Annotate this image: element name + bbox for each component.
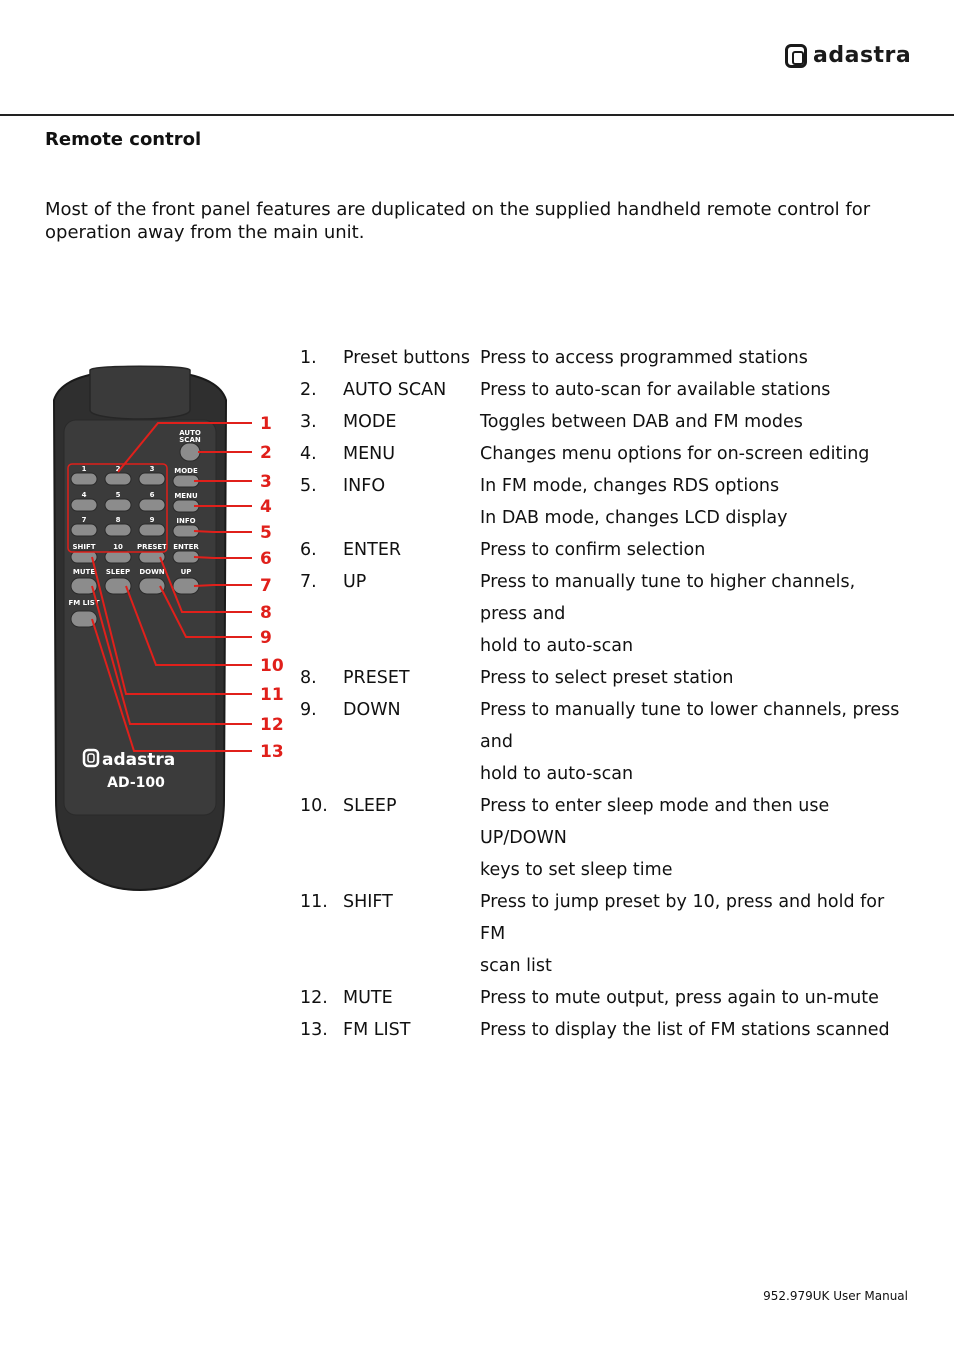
- feature-description: [480, 438, 900, 470]
- remote-digit-label: 3: [149, 465, 155, 473]
- remote-key-info: INFO: [176, 517, 196, 525]
- feature-number: 1.: [300, 348, 317, 368]
- remote-key-mode: MODE: [174, 467, 198, 475]
- feature-row: [300, 886, 900, 982]
- feature-name: MODE: [343, 412, 397, 432]
- feature-name: INFO: [343, 476, 386, 496]
- logo-text: adastra: [813, 43, 912, 68]
- feature-row: [300, 406, 900, 438]
- feature-description-line: keys to set sleep time: [480, 860, 673, 880]
- callout-number: 4: [260, 497, 272, 517]
- feature-description-line: Changes menu options for on-screen editing: [480, 444, 870, 464]
- remote-digit-button: [71, 524, 97, 536]
- feature-row: [300, 1014, 900, 1046]
- feature-description: [480, 470, 900, 534]
- remote-top-cap: [90, 366, 190, 419]
- remote-key-fm-list: FM LIST: [68, 599, 100, 607]
- remote-digit-button: [105, 499, 131, 511]
- feature-description-line: Press to manually tune to lower channels, press and: [480, 700, 900, 752]
- remote-model: AD-100: [107, 775, 165, 791]
- feature-name: UP: [343, 572, 367, 592]
- feature-name: ENTER: [343, 540, 402, 560]
- feature-description: [480, 406, 900, 438]
- feature-description-line: Press to display the list of FM stations scanned: [480, 1020, 890, 1040]
- feature-row: [300, 534, 900, 566]
- feature-description-line: Press to enter sleep mode and then use UP/DOWN: [480, 796, 830, 848]
- feature-row: [300, 790, 900, 886]
- remote-digit-button: [139, 524, 165, 536]
- brand-logo: [785, 43, 911, 68]
- remote-illustration: [40, 360, 290, 900]
- feature-description-line: Press to access programmed stations: [480, 348, 808, 368]
- remote-svg: [40, 360, 290, 900]
- feature-name: Preset buttons: [343, 348, 470, 368]
- feature-row: [300, 662, 900, 694]
- remote-digit-label: 7: [81, 516, 87, 524]
- feature-description-line: Press to confirm selection: [480, 540, 706, 560]
- feature-number: 7.: [300, 572, 317, 592]
- feature-name: SHIFT: [343, 892, 393, 912]
- feature-row: [300, 374, 900, 406]
- callout-leader-line: [194, 585, 252, 586]
- callout-number: 11: [260, 685, 284, 705]
- feature-number: 11.: [300, 892, 328, 912]
- remote-auto-scan-button: [180, 443, 200, 461]
- feature-number: 6.: [300, 540, 317, 560]
- remote-digit-button: [139, 499, 165, 511]
- feature-name: FM LIST: [343, 1020, 411, 1040]
- remote-digit-button: [71, 499, 97, 511]
- remote-digit-label: 2: [115, 465, 121, 473]
- feature-number: 12.: [300, 988, 328, 1008]
- callout-number: 8: [260, 603, 272, 623]
- callout-number: 13: [260, 742, 284, 762]
- feature-table: [300, 342, 900, 1046]
- intro-paragraph: Most of the front panel features are duplicated on the supplied handheld remote control for operation away from the main unit.: [45, 199, 871, 243]
- remote-digit-label: 1: [81, 465, 87, 473]
- feature-name: DOWN: [343, 700, 401, 720]
- callout-numbers: [260, 414, 284, 762]
- feature-description: [480, 374, 900, 406]
- callout-number: 6: [260, 549, 272, 569]
- feature-number: 13.: [300, 1020, 328, 1040]
- feature-row: [300, 470, 900, 534]
- feature-row: [300, 982, 900, 1014]
- feature-description: [480, 694, 900, 790]
- section-heading: Remote control: [45, 129, 202, 150]
- remote-key-menu: MENU: [174, 492, 198, 500]
- callout-number: 7: [260, 576, 272, 596]
- feature-description-line: Toggles between DAB and FM modes: [480, 412, 803, 432]
- feature-description: [480, 342, 900, 374]
- remote-brand: adastra: [102, 750, 176, 770]
- remote-digit-button: [139, 473, 165, 485]
- feature-description: [480, 1014, 900, 1046]
- feature-number: 10.: [300, 796, 328, 816]
- feature-description-line: Press to mute output, press again to un-mute: [480, 988, 879, 1008]
- remote-key-mute: MUTE: [72, 568, 96, 576]
- remote-digit-button: [105, 524, 131, 536]
- remote-key-ten: 10: [113, 543, 123, 551]
- callout-number: 12: [260, 715, 284, 735]
- remote-row4-button: [105, 551, 131, 563]
- feature-description: [480, 566, 900, 662]
- feature-description: [480, 886, 900, 982]
- feature-description-line: Press to jump preset by 10, press and hold for FM: [480, 892, 885, 944]
- feature-name: MUTE: [343, 988, 393, 1008]
- feature-name: AUTO SCAN: [343, 380, 447, 400]
- feature-name: SLEEP: [343, 796, 397, 816]
- feature-description-line: hold to auto-scan: [480, 764, 634, 784]
- feature-description: [480, 982, 900, 1014]
- feature-name: PRESET: [343, 668, 410, 688]
- feature-description-line: hold to auto-scan: [480, 636, 634, 656]
- feature-number: 8.: [300, 668, 317, 688]
- feature-number: 9.: [300, 700, 317, 720]
- feature-description-line: scan list: [480, 956, 552, 976]
- remote-digit-label: 4: [81, 491, 87, 499]
- feature-row: [300, 566, 900, 662]
- remote-key-sleep: SLEEP: [105, 568, 131, 576]
- remote-key-down: DOWN: [139, 568, 165, 576]
- feature-row: [300, 694, 900, 790]
- feature-row: [300, 438, 900, 470]
- callout-number: 2: [260, 443, 272, 463]
- callout-number: 3: [260, 472, 272, 492]
- callout-number: 10: [260, 656, 284, 676]
- header-divider: [0, 114, 954, 116]
- callout-leader-line: [194, 531, 252, 532]
- feature-description-line: Press to select preset station: [480, 668, 734, 688]
- feature-description: [480, 534, 900, 566]
- feature-number: 3.: [300, 412, 317, 432]
- callout-number: 5: [260, 523, 272, 543]
- feature-number: 5.: [300, 476, 317, 496]
- remote-key-up: UP: [180, 568, 192, 576]
- feature-number: 2.: [300, 380, 317, 400]
- callout-number: 1: [260, 414, 272, 434]
- remote-key-preset: PRESET: [137, 543, 167, 551]
- remote-digit-label: 6: [149, 491, 155, 499]
- feature-description: [480, 662, 900, 694]
- feature-row: [300, 342, 900, 374]
- feature-description-line: Press to auto-scan for available stations: [480, 380, 831, 400]
- remote-digit-button: [105, 473, 131, 485]
- feature-name: MENU: [343, 444, 396, 464]
- logo-mark-icon: [785, 44, 807, 68]
- remote-digit-label: 5: [115, 491, 121, 499]
- remote-key-shift: SHIFT: [72, 543, 96, 551]
- remote-key-auto-2: SCAN: [179, 436, 201, 444]
- feature-description: [480, 790, 900, 886]
- feature-number: 4.: [300, 444, 317, 464]
- remote-digit-label: 9: [149, 516, 155, 524]
- remote-key-enter: ENTER: [173, 543, 199, 551]
- feature-description-line: In FM mode, changes RDS options: [480, 476, 780, 496]
- remote-digit-label: 8: [115, 516, 121, 524]
- remote-key-auto-1: AUTO: [179, 429, 201, 437]
- footer-manual-id: 952.979UK User Manual: [763, 1289, 908, 1303]
- feature-description-line: In DAB mode, changes LCD display: [480, 508, 788, 528]
- callout-number: 9: [260, 628, 272, 648]
- feature-description-line: Press to manually tune to higher channels, press and: [480, 572, 856, 624]
- callout-leader-line: [194, 557, 252, 558]
- remote-digit-button: [71, 473, 97, 485]
